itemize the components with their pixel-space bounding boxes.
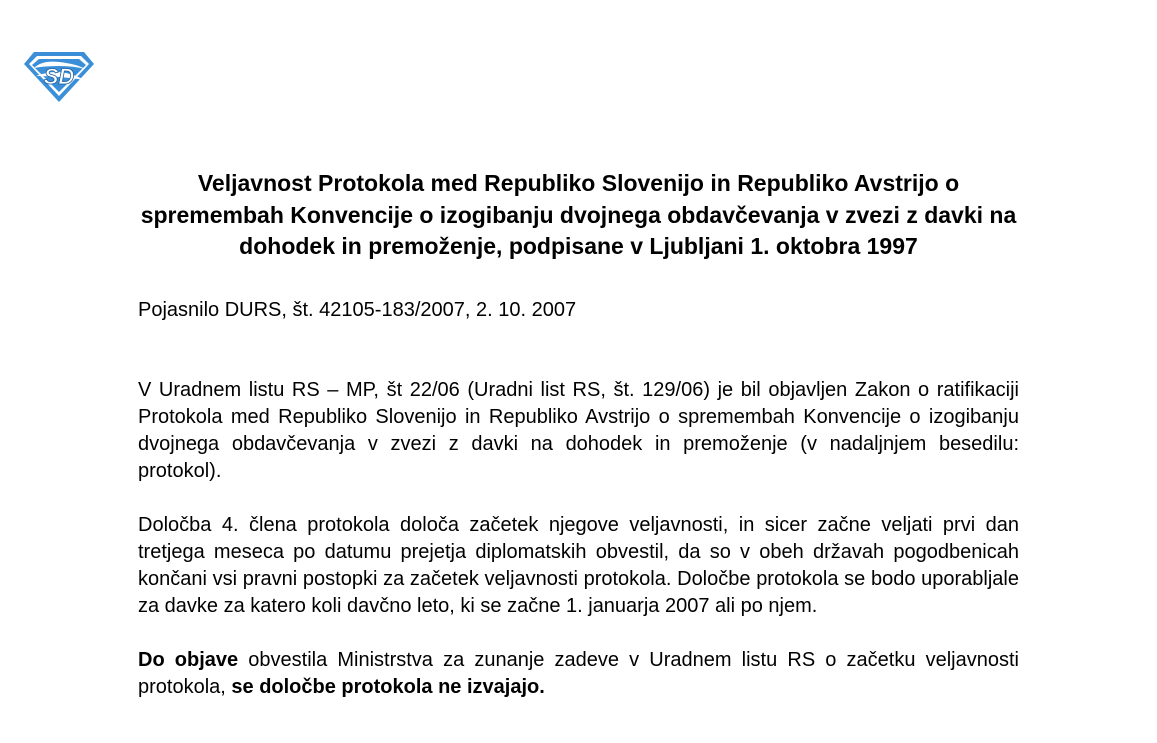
paragraph-3-middle: obvestila Ministrstva za zunanje zadeve v Uradnem listu RS o začetku veljavnosti protokola, [138,648,1019,698]
document-page [138,168,1019,701]
sd-diamond-logo-icon [22,48,96,104]
paragraph-1: V Uradnem listu RS – MP, št 22/06 (Uradni list RS, št. 129/06) je bil objavljen Zakon o ratifikaciji Protokola med Republiko Slovenijo in Republiko Avstrijo o spremembah Konvencije o izogibanju dvojnega obdavčevanja v zvezi z davki na dohodek in premoženje (v nadaljnjem besedilu: protokol). [138,378,1019,482]
document-title: Veljavnost Protokola med Republiko Slovenijo in Republiko Avstrijo o spremembah Konvencije o izogibanju dvojnega obdavčevanja v zvezi z davki na dohodek in premoženje, podpisane v Ljubljani 1. oktobra 1997 [140,170,1017,259]
paragraph-3-bold-start: Do objave [138,648,239,671]
logo-text: SD [43,64,75,89]
paragraph-3 [138,647,1019,701]
paragraph-2: Določba 4. člena protokola določa začetek njegove veljavnosti, in sicer začne veljati prvi dan tretjega meseca po datumu prejetja diplomatskih obvestil, da so v obeh državah pogodbenicah končani vsi pravni postopki za začetek veljavnosti protokola. Določbe protokola se bodo uporabljale za davke za katero koli davčno leto, ki se začne 1. januarja 2007 ali po njem. [138,513,1019,617]
sd-logo [22,48,96,104]
paragraph-3-bold-end: se določbe protokola ne izvajajo. [231,675,545,698]
document-reference: Pojasnilo DURS, št. 42105-183/2007, 2. 10. 2007 [138,298,577,321]
